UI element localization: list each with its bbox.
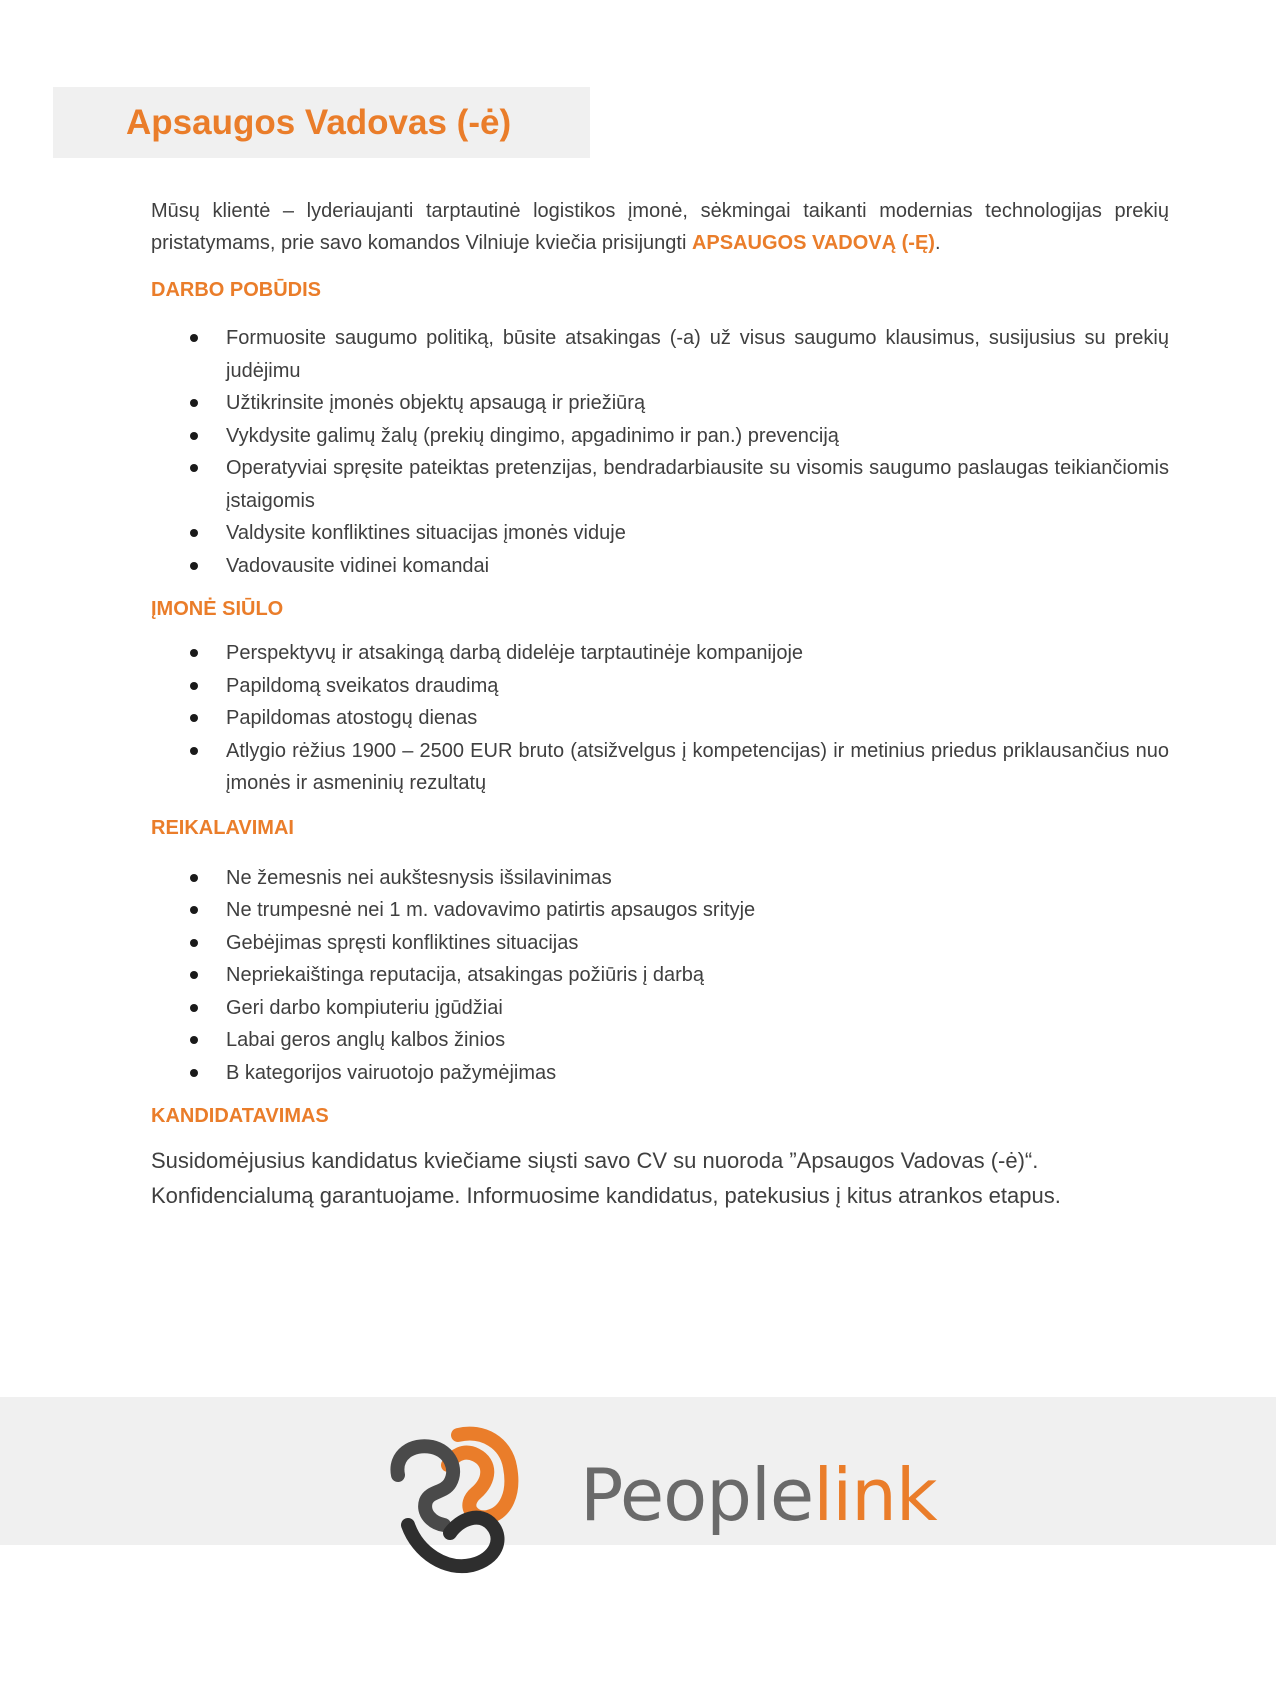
list-item <box>151 735 1169 800</box>
imone-siulo-list <box>151 637 1169 800</box>
list-item <box>151 1024 1169 1057</box>
list-item-text: Atlygio rėžius 1900 – 2500 EUR bruto (atsižvelgus į kompetencijas) ir metinius priedus priklausančius nuo įmonės ir asmeninių rezultatų <box>226 739 1169 794</box>
list-item <box>151 322 1169 387</box>
bullet-icon <box>190 1004 198 1012</box>
list-item-text: Formuosite saugumo politiką, būsite atsakingas (-a) už visus saugumo klausimus, susijusius su prekių judėjimu <box>226 327 1169 382</box>
list-item <box>151 927 1169 960</box>
closing-paragraph <box>151 1143 1169 1213</box>
section-title-imone-siulo: ĮMONĖ SIŪLO <box>151 598 284 620</box>
section-title-kandidatavimas: KANDIDATAVIMAS <box>151 1105 329 1127</box>
section-title-reikalavimai: REIKALAVIMAI <box>151 816 294 839</box>
bullet-icon <box>190 874 198 882</box>
peoplelink-logo-icon <box>388 1425 528 1575</box>
list-item <box>151 894 1169 927</box>
list-item <box>151 452 1169 517</box>
list-item <box>151 550 1169 583</box>
bullet-icon <box>190 939 198 947</box>
bullet-icon <box>190 1036 198 1044</box>
bullet-icon <box>190 906 198 914</box>
list-item <box>151 637 1169 670</box>
reikalavimai-list <box>151 862 1169 1090</box>
bullet-icon <box>190 649 198 657</box>
list-item-text: Labai geros anglų kalbos žinios <box>226 1029 506 1051</box>
bullet-icon <box>190 747 198 755</box>
list-item <box>151 992 1169 1025</box>
bullet-icon <box>190 334 198 342</box>
brand-word-link: link <box>813 1453 937 1537</box>
bullet-icon <box>190 971 198 979</box>
closing-line-2: Konfidencialumą garantuojame. Informuosime kandidatus, patekusius į kitus atrankos etapus. <box>151 1183 1061 1208</box>
intro-paragraph <box>151 195 1169 259</box>
list-item <box>151 387 1169 420</box>
bullet-icon <box>190 562 198 570</box>
bullet-icon <box>190 432 198 440</box>
bullet-icon <box>190 399 198 407</box>
list-item-text: Perspektyvų ir atsakingą darbą didelėje tarptautinėje kompanijoje <box>226 642 804 664</box>
list-item <box>151 1057 1169 1090</box>
brand-wordmark <box>580 1450 937 1540</box>
list-item-text: Vykdysite galimų žalų (prekių dingimo, apgadinimo ir pan.) prevenciją <box>226 424 839 447</box>
bullet-icon <box>190 682 198 690</box>
list-item <box>151 420 1169 453</box>
list-item-text: Papildomas atostogų dienas <box>226 707 478 729</box>
list-item <box>151 670 1169 703</box>
page-title: Apsaugos Vadovas (-ė) <box>126 103 512 142</box>
intro-highlight: APSAUGOS VADOVĄ (-Ę) <box>691 232 935 254</box>
bullet-icon <box>190 714 198 722</box>
list-item <box>151 862 1169 895</box>
list-item <box>151 517 1169 550</box>
document-body <box>151 195 1169 1213</box>
bullet-icon <box>190 529 198 537</box>
list-item-text: Papildomą sveikatos draudimą <box>226 674 499 697</box>
section-title-darbo-pobudis: DARBO POBŪDIS <box>151 279 322 301</box>
list-item-text: B kategorijos vairuotojo pažymėjimas <box>226 1061 557 1084</box>
bullet-icon <box>190 464 198 472</box>
intro-text: Mūsų klientė – lyderiaujanti tarptautinė logistikos įmonė, sėkmingai taikanti modernias technologijas prekių pristatymams, prie savo komandos Vilniuje kviečia prisijungti <box>151 200 1169 254</box>
intro-end: . <box>934 232 941 254</box>
list-item-text: Užtikrinsite įmonės objektų apsaugą ir priežiūrą <box>226 392 646 414</box>
bullet-icon <box>190 1069 198 1077</box>
list-item-text: Nepriekaištinga reputacija, atsakingas požiūris į darbą <box>226 964 705 986</box>
darbo-pobudis-list <box>151 322 1169 582</box>
list-item-text: Vadovausite vidinei komandai <box>226 554 490 577</box>
list-item-text: Ne trumpesnė nei 1 m. vadovavimo patirtis apsaugos srityje <box>226 899 756 921</box>
list-item-text: Geri darbo kompiuteriu įgūdžiai <box>226 996 503 1019</box>
list-item <box>151 959 1169 992</box>
list-item-text: Ne žemesnis nei aukštesnysis išsilavinimas <box>226 866 612 889</box>
list-item-text: Valdysite konfliktines situacijas įmonės viduje <box>226 522 626 544</box>
list-item <box>151 702 1169 735</box>
list-item-text: Gebėjimas spręsti konfliktines situacijas <box>226 931 579 954</box>
brand-word-people: People <box>580 1453 814 1537</box>
list-item-text: Operatyviai spręsite pateiktas pretenzijas, bendradarbiausite su visomis saugumo paslaugas teikiančiomis įstaigomis <box>226 457 1169 512</box>
closing-line-1: Susidomėjusius kandidatus kviečiame siųsti savo CV su nuoroda ”Apsaugos Vadovas (-ė)“. <box>151 1148 1039 1173</box>
